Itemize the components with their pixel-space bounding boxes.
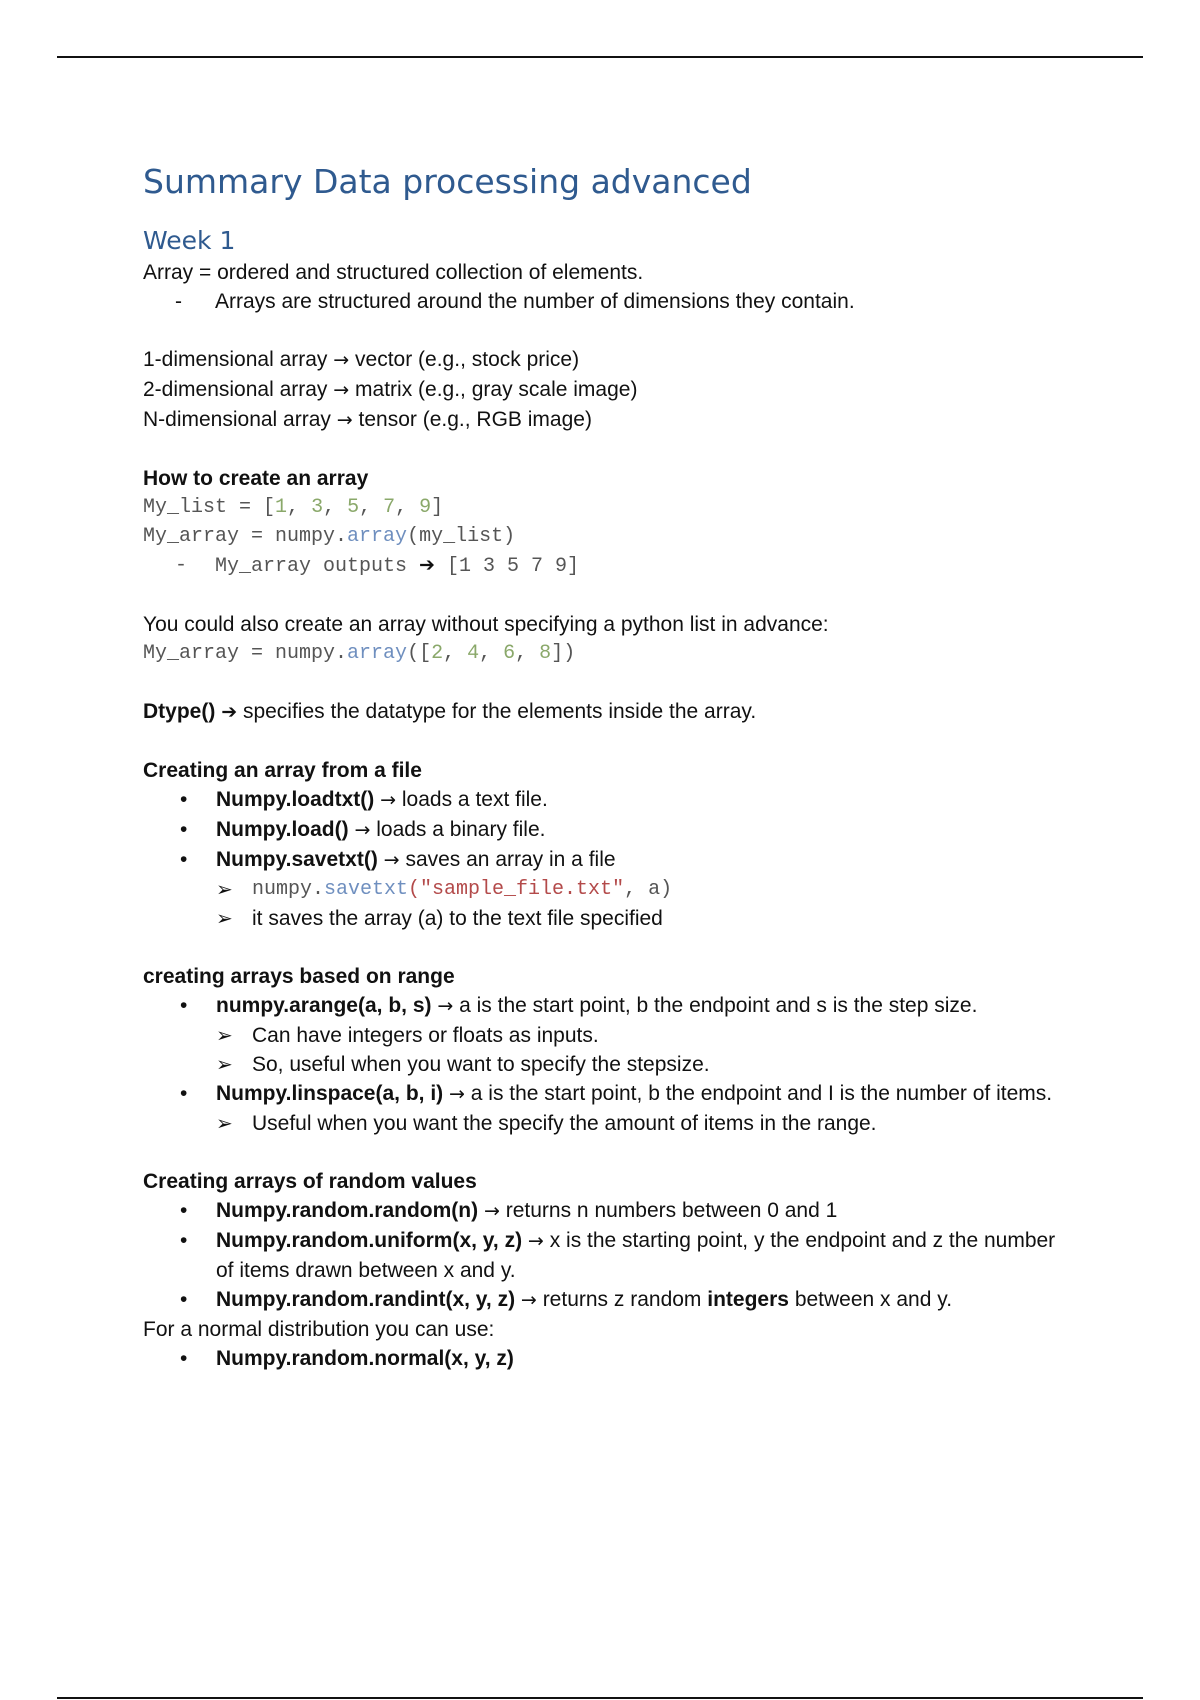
dim-line: 2-dimensional array → matrix (e.g., gray scale image): [143, 378, 638, 401]
arrow-icon: ➔: [221, 701, 238, 723]
normal-text: For a normal distribution you can use:: [143, 1318, 495, 1341]
bottom-rule: [57, 1697, 1143, 1699]
bullet-icon: •: [180, 1082, 188, 1105]
normal-list: [143, 1344, 1063, 1373]
chevron-bullet-icon: ➢: [216, 1052, 233, 1076]
bullet-icon: •: [180, 818, 188, 841]
document-page: [143, 160, 1063, 1373]
arrow-icon: →: [354, 819, 371, 841]
range-heading: creating arrays based on range: [143, 965, 455, 988]
dim-line: 1-dimensional array → vector (e.g., stock price): [143, 348, 580, 371]
list-item: • Numpy.savetxt() → saves an array in a file: [143, 845, 1063, 875]
list-item: • Numpy.random.random(n) → returns n numbers between 0 and 1: [143, 1196, 1063, 1226]
arrow-icon: →: [333, 349, 350, 371]
array-subpoint: - Arrays are structured around the number of dimensions they contain.: [175, 287, 1063, 316]
document-title: Summary Data processing advanced: [143, 162, 752, 201]
bullet-icon: •: [180, 1199, 188, 1222]
list-item: • Numpy.random.randint(x, y, z) → returns z random integers between x and y.: [143, 1285, 1063, 1315]
create-array-heading: How to create an array: [143, 467, 369, 490]
bullet-icon: •: [180, 848, 188, 871]
bullet-icon: •: [180, 1288, 188, 1311]
list-item: • Numpy.linspace(a, b, i) → a is the start point, b the endpoint and I is the number of items.: [143, 1079, 1063, 1109]
section-heading-week: Week 1: [143, 226, 236, 255]
arrow-icon: →: [527, 1230, 544, 1252]
chevron-bullet-icon: ➢: [216, 1111, 233, 1135]
arrow-icon: →: [336, 409, 353, 431]
arrow-icon: →: [333, 379, 350, 401]
arrow-icon: →: [383, 849, 400, 871]
arrow-icon: ➔: [419, 554, 435, 576]
top-rule: [57, 56, 1143, 58]
bullet-icon: •: [180, 1347, 188, 1370]
range-list: [143, 991, 1063, 1138]
random-heading: Creating arrays of random values: [143, 1170, 477, 1193]
arrow-icon: →: [380, 789, 397, 811]
bullet-icon: •: [180, 1229, 188, 1252]
list-subitem: ➢ numpy.savetxt("sample_file.txt", a): [143, 875, 1063, 904]
list-subitem: ➢ Useful when you want the specify the amount of items in the range.: [143, 1109, 1063, 1138]
arrow-icon: →: [520, 1289, 537, 1311]
arrow-icon: →: [483, 1200, 500, 1222]
code-line-output: - My_array outputs ➔ [1 3 5 7 9]: [175, 551, 1063, 581]
dim-line: N-dimensional array → tensor (e.g., RGB image): [143, 408, 592, 431]
chevron-bullet-icon: ➢: [216, 906, 233, 930]
list-subitem: ➢ Can have integers or floats as inputs.: [143, 1021, 1063, 1050]
code-line-myarray: My_array = numpy.array(my_list): [143, 525, 516, 548]
list-subitem: ➢ it saves the array (a) to the text file specified: [143, 904, 1063, 933]
list-item: • Numpy.load() → loads a binary file.: [143, 815, 1063, 845]
bullet-icon: •: [180, 788, 188, 811]
dtype-line: Dtype() ➔ specifies the datatype for the elements inside the array.: [143, 700, 757, 723]
file-heading: Creating an array from a file: [143, 759, 422, 782]
list-item: • Numpy.loadtxt() → loads a text file.: [143, 785, 1063, 815]
list-item: • Numpy.random.normal(x, y, z): [143, 1344, 1063, 1373]
code-line-direct-array: My_array = numpy.array([2, 4, 6, 8]): [143, 642, 576, 665]
file-list: [143, 785, 1063, 933]
bullet-icon: •: [180, 994, 188, 1017]
arrow-icon: →: [449, 1083, 465, 1105]
list-item: • Numpy.random.uniform(x, y, z) → x is the starting point, y the endpoint and z the number of items drawn between x and y.: [143, 1226, 1063, 1285]
arrow-icon: →: [437, 995, 454, 1017]
list-subitem: ➢ So, useful when you want to specify the stepsize.: [143, 1050, 1063, 1079]
list-item: • numpy.arange(a, b, s) → a is the start point, b the endpoint and s is the step size.: [143, 991, 1063, 1021]
array-definition: Array = ordered and structured collection of elements.: [143, 261, 644, 284]
alt-create-text: You could also create an array without specifying a python list in advance:: [143, 613, 829, 636]
random-list: [143, 1196, 1063, 1315]
chevron-bullet-icon: ➢: [216, 1023, 233, 1047]
chevron-bullet-icon: ➢: [216, 877, 233, 901]
code-line-mylist: My_list = [1, 3, 5, 7, 9]: [143, 496, 444, 519]
